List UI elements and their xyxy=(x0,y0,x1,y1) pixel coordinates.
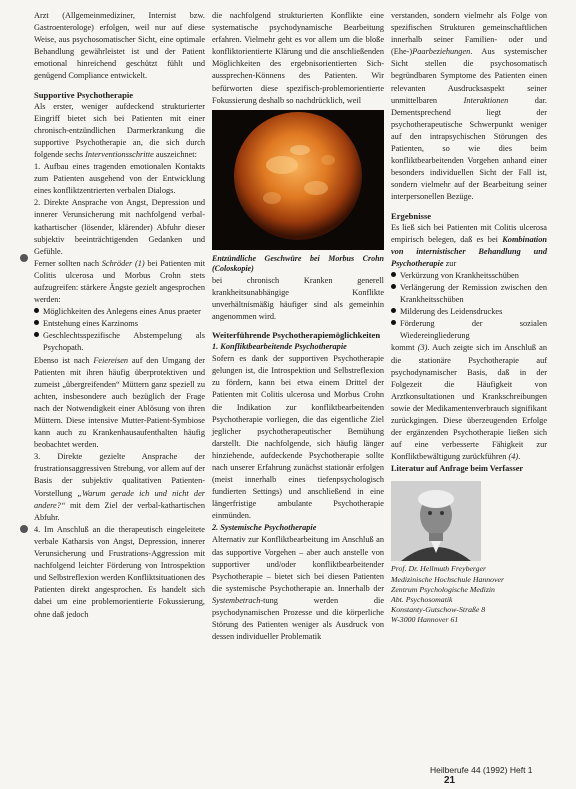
supportive-paragraph: Als erster, weniger aufdeckend strukturierter Eingriff bietet sich bei Patienten mit einer chronisch-entzündlichen Darmerkrankung die supportive Psychotherapie an, die sich durch folgende sechs Interventionsschritte auszeichnet: xyxy=(34,101,205,159)
colonoscopy-photo xyxy=(212,110,384,250)
author-portrait xyxy=(391,481,481,561)
col3-top-paragraph: verstanden, sondern vielmehr als Folge von spezifischen Strukturen gemeinschaftlichen innerhalb seiner Familien- oder und (Ehe-)Paarbeziehungen. Aus systemischer Sicht stellen die psychosomatisch begründbaren Symptome des Patienten einen relevanten Ausdrucksaspekt seiner unmittelbaren Interaktionen dar. Dementsprechend liegt der psychotherapeutische Schwerpunkt weniger auf den intrapsychischen Störungen des Patienten, so wie dies beim konfliktbearbeitenden Vorgehen anhand einer besonders individuellen Sicht der Fall ist, sondern vielmehr auf der Bearbeitung seiner interpersonellen Bezüge. xyxy=(391,11,548,202)
subheading-conflict: 1. Konfliktbearbeitende Psychotherapie xyxy=(212,342,347,352)
heading-results: Ergebnisse xyxy=(391,210,432,221)
literature-note: Literatur auf Anfrage beim Verfasser xyxy=(391,464,524,474)
parents-paragraph: Ebenso ist nach Feiereisen auf den Umgang der Patienten mit ihren häufig überprotektiven und zumeist „übergreifenden“ Müttern ganz speziell zu achten, insbesondere auch bezüglich der Frage nach der Notwendigkeit einer Ablösung von ihren Müttern. Diese intensive Mutter-Patient-Symbiose kann auch zu Krankenhausaufenthalten häufig beobachtet werden. xyxy=(34,355,206,450)
col2-top-paragraph: die nachfolgend strukturierten Konflikte eine systematische psychodynamische Bearbeitung erfahren. Vielmehr geht es vor allem um die bloße konfliktorientierte Klärung und die anschließenden Möglichkeiten des ergebnisorientierten Sich-aussprechen-Könnens des Patienten. Wir befürworten diese spezifisch-problemorientierte Fokussierung deshalb so nachdrücklich, weil xyxy=(212,11,384,105)
systemic-paragraph: Alternativ zur Konfliktbearbeitung im Anschluß an das supportive Vorgehen – aber auch anstelle von supportiver und/oder konfliktbearbeitender Psychotherapie – bietet sich bei diesen Patienten die systemische Psychotherapie an. Innerhalb der Systembetrach-tung werden die psychodynamischen Prozesse und die körperliche Störung des Patienten weniger als Ausdruck von dessen individueller Problematik xyxy=(212,535,384,642)
conflict-paragraph: Sofern es dank der supportiven Psychotherapie gelungen ist, die Introspektion und Selbstreflexion zu fördern, kann bei etwa einem Drittel der Patienten mit Colitis ulcerosa und Morbus Crohn die Indikation zur konfliktbearbeitenden Psychotherapie vorliegen, die das eigentliche Ziel jeglicher psychotherapeutischer Bemühung darstellt. Die nachfolgende, sich häufig länger hinziehende, aufdeckende Psychotherapie sollte nach unserer Erfahrung zunächst stationär erfolgen (meist innerhalb eines tiefenpsychologisch fundierten Settings) und anschließend in eine längerfristige ambulante Psychotherapie einmünden. xyxy=(212,354,384,521)
step-2: 2. Direkte Ansprache von Angst, Depression und innerer Verunsicherung mit nachfolgend verbal-kathartischer (lösender, klärender) Abfuhr dieser subjektiv beeinträchtigenden Gedanken und Gefühle. xyxy=(34,198,205,256)
page-footer xyxy=(430,765,550,786)
result-bullet: Verlängerung der Remission zwischen den Krankheitsschüben xyxy=(391,282,547,306)
result-bullet: Förderung der sozialen Wiedereingliederung xyxy=(391,318,547,342)
heading-supportive: Supportive Psychotherapie xyxy=(34,89,134,100)
column-2 xyxy=(212,10,384,643)
journal-reference: Heilberufe 44 (1992) Heft 1 xyxy=(430,765,533,775)
anxiety-paragraph: Ferner sollten nach Schröder (1) bei Patienten mit Colitis ulcerosa und Morbus Crohn stets aufzugreifen: stärkere Ängste gezielt angesprochen werden: xyxy=(34,258,206,305)
bullet-item: Möglichkeiten des Anlegens eines Anus praeter xyxy=(34,306,205,318)
result-bullet: Verkürzung von Krankheitsschüben xyxy=(391,270,547,282)
binder-hole xyxy=(20,254,28,262)
heading-further-therapy: Weiterführende Psychotherapiemöglichkeiten xyxy=(212,330,381,341)
final-paragraph: kommt (3). Auch zeigte sich im Anschluß an die stationäre Psychotherapie auf psychodynamischer Basis, daß in der Folgezeit die Häufigkeit von Arztkonsultationen und Krankschreibungen sowie der Medikamentenverbrauch signifikant zurückgingen. Diese überzeugenden Erfolge der ergänzenden Psychotherapie ließen sich auf eine verbesserte Fähigkeit zur Konfliktbewältigung zurückführen (4). xyxy=(391,343,548,462)
photo-caption: Entzündliche Geschwüre bei Morbus Crohn (Coloskopie) xyxy=(212,253,384,274)
result-bullet: Milderung des Leidensdruckes xyxy=(391,306,547,318)
column-1 xyxy=(34,10,205,621)
bullet-item: Entstehung eines Karzinoms xyxy=(34,318,205,330)
bullet-item: Geschlechtsspezifische Abstempelung als Psychopath. xyxy=(34,330,205,354)
page-number: 21 xyxy=(444,775,456,786)
step-4: 4. Im Anschluß an die therapeutisch eingeleitete verbale Katharsis von Angst, Depression, innerer Verunsicherung und Frustrations-Aggression mit nachfolgend leichter Förderung von Introspektion und Selbstreflexion werden Konfliktsituationen des Patienten direkt angesprochen. Es handelt sich dabei um eine problemorientierte Fokussierung, ohne daß jedoch xyxy=(34,524,205,619)
results-paragraph: Es ließ sich bei Patienten mit Colitis ulcerosa empirisch belegen, daß es bei Kombination von internistischer Behandlung und Psychotherapie zur xyxy=(391,222,547,268)
column-3 xyxy=(391,10,547,626)
step-1: 1. Aufbau eines tragenden emotionalen Kontakts zum Patienten ausgehend von der Entwicklung eines konfliktzentrierten verbalen Dialogs. xyxy=(34,162,205,196)
intro-paragraph: Arzt (Allgemeinmediziner, Internist bzw. Gastroenterologe) erfolgen, weil nur auf diese Weise, aus psychosomatischer Sicht, eine optimale Behandlung gewährleistet ist und der Patient emotional hinreichend geschützt fühlt und genügend Compliance entwickelt. xyxy=(34,11,205,81)
author-address: Prof. Dr. Hellmuth Freyberger Medizinische Hochschule Hannover Zentrum Psychologische Medizin Abt. Psychosomatik Konstanty-Gutschow-Straße 8 W-3000 Hannover 61 xyxy=(391,564,505,625)
binder-hole xyxy=(20,525,28,533)
after-photo-paragraph: bei chronisch Kranken generell krankheitsunabhängige Konflikte unverhältnismäßig häufiger sind als gemeinhin angenommen wird. xyxy=(212,275,384,322)
step-3: 3. Direkte gezielte Ansprache der frustrationsaggressiven Strebung, vor allem auf der Basis der subjektiv qualitativen Patienten-Vorstellung „Warum gerade ich und nicht der andere?“ mit dem Ziel der verbal-kathartischen Abfuhr. xyxy=(34,452,205,522)
subheading-systemic: 2. Systemische Psychotherapie xyxy=(212,523,317,533)
